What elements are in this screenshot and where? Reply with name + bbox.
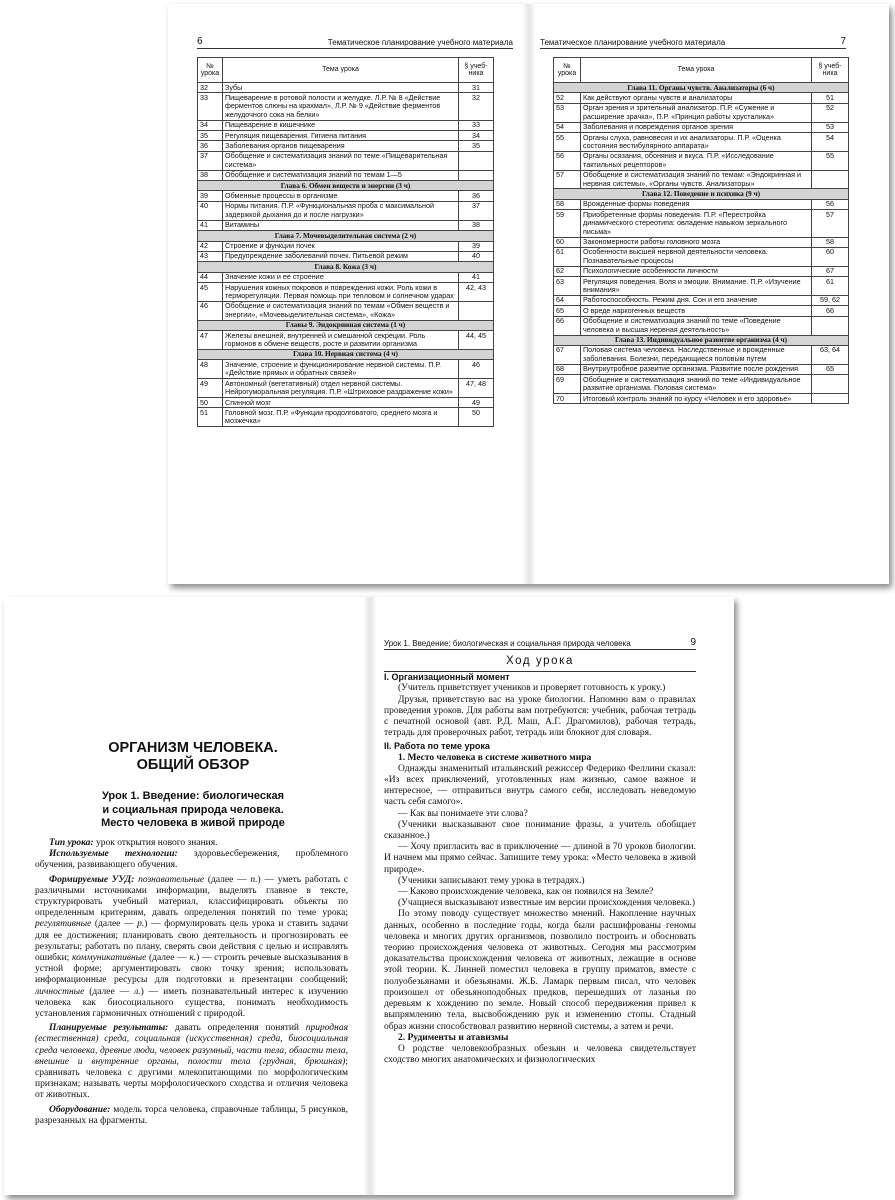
table-row xyxy=(554,266,849,276)
chapter-row xyxy=(554,335,849,345)
paragraph-cell: 33 xyxy=(459,120,494,130)
lesson-number-cell: 63 xyxy=(554,277,581,296)
paragraph-cell: 32 xyxy=(459,93,494,120)
lesson-number-cell: 46 xyxy=(198,301,223,320)
paragraph-cell: 35 xyxy=(459,141,494,151)
lesson-number-cell: 67 xyxy=(554,345,581,364)
lesson-number-cell: 54 xyxy=(554,122,581,132)
paragraph-cell: 53 xyxy=(812,122,849,132)
col-header-topic: Тема урока xyxy=(581,58,812,83)
lesson-number-cell: 32 xyxy=(198,83,223,93)
paragraph-cell: 46 xyxy=(459,360,494,379)
table-row xyxy=(198,83,494,93)
col-header-paragraph: § учеб-ника xyxy=(459,58,494,83)
topic-cell: Строение и функции почек xyxy=(223,241,459,251)
topic-cell: Спинной мозг xyxy=(223,398,459,408)
lesson-number-cell: 44 xyxy=(198,272,223,282)
equipment-paragraph: Оборудование: модель торса человека, справочные таблицы, 5 рисунков, разрезанных на фрагменты. xyxy=(35,1104,348,1126)
lesson-number-cell: 64 xyxy=(554,295,581,305)
topic-cell: Как действуют органы чувств и анализаторы xyxy=(581,93,812,103)
chapter-title: ОРГАНИЗМ ЧЕЛОВЕКА. ОБЩИЙ ОБЗОР xyxy=(108,740,278,773)
topic-cell: Приобретенные формы поведения. П.Р. «Перестройка динамического стереотипа: овладение навыком зеркального письма» xyxy=(581,210,812,237)
paragraph-cell: 34 xyxy=(459,131,494,141)
topic-cell: Психологические особенности личности xyxy=(581,266,812,276)
paragraph-cell: 52 xyxy=(812,103,849,122)
paragraph-cell: 58 xyxy=(812,237,849,247)
col-header-topic: Тема урока xyxy=(223,58,459,83)
table-row xyxy=(554,133,849,152)
paragraph: — Каково происхождение человека, как он появился на Земле? xyxy=(398,887,654,898)
uud-paragraph: Формируемые УУД: познавательные (далее — п.) — уметь работать с различными источниками информации, выделять главное в тексте, структурировать учебный материал, классифицировать объекты по определенным критериям, давать определения понятий по теме урока; регулятивные (далее — р.) — формулировать цель урока и ставить задачи для ее достижения; планировать свою деятельность и прогнозировать ее результаты; работать по плану, сверять свои действия с целью и исправлять ошибки; коммуникативные (далее — к.) — строить речевые высказывания в устной форме; аргументировать свою точку зрения; использовать информационные ресурсы для подготовки и презентации сообщений; личностные (далее — л.) — иметь познавательный интерес к изучению человека как биосоциального существа, понимать необходимость установления гармоничных отношений с природой. xyxy=(35,874,348,1020)
table-row xyxy=(198,398,494,408)
table-row xyxy=(554,394,849,404)
table-row xyxy=(198,141,494,151)
table-row xyxy=(198,151,494,170)
section-heading: I. Организационный момент xyxy=(384,671,696,683)
topic-cell: Зубы xyxy=(223,83,459,93)
table-row xyxy=(554,210,849,237)
topic-cell: Заболевания органов пищеварения xyxy=(223,141,459,151)
topic-cell: Особенности высшей нервной деятельности человека. Познавательные процессы xyxy=(581,247,812,266)
lesson-number-cell: 58 xyxy=(554,199,581,209)
table-row xyxy=(554,345,849,364)
table-row xyxy=(198,131,494,141)
lesson-number-cell: 42 xyxy=(198,241,223,251)
topic-cell: Витамины xyxy=(223,220,459,230)
lesson-number-cell: 65 xyxy=(554,306,581,316)
paragraph-cell: 42, 43 xyxy=(459,283,494,302)
topic-cell: Обменные процессы в организме xyxy=(223,191,459,201)
topic-cell: Значение, строение и функционирование нервной системы. П.Р. «Действие прямых и обратных связей» xyxy=(223,360,459,379)
topic-cell: Регуляция поведения. Воля и эмоции. Внимание. П.Р. «Изучение внимания» xyxy=(581,277,812,296)
table-row xyxy=(198,408,494,427)
lesson-number-cell: 45 xyxy=(198,283,223,302)
paragraph: О родстве человекообразных обезьян и человека свидетельствует сходство многих анатомических и физиологических xyxy=(384,1043,696,1066)
lesson-number-cell: 55 xyxy=(554,133,581,152)
lesson-number-cell: 40 xyxy=(198,201,223,220)
table-row xyxy=(198,170,494,180)
top-book-spread xyxy=(168,4,889,584)
paragraph: (Ученики записывают тему урока в тетрадях.) xyxy=(398,875,585,886)
topic-cell: Нарушения кожных покровов и повреждения кожи. Роль кожи в терморегуляции. Первая помощь при тепловом и солнечном ударах xyxy=(223,283,459,302)
running-header xyxy=(384,637,696,650)
paragraph-cell xyxy=(459,151,494,170)
chapter-row xyxy=(554,83,849,93)
lesson-type-paragraph: Тип урока: урок открытия нового знания. xyxy=(49,838,218,848)
table-row xyxy=(554,277,849,296)
paragraph-cell: 67 xyxy=(812,266,849,276)
lesson-number-cell: 59 xyxy=(554,210,581,237)
lesson-number-cell: 52 xyxy=(554,93,581,103)
chapter-title: Глава 13. Индивидуальное развитие организма (4 ч) xyxy=(554,335,849,345)
topic-cell: Обобщение и систематизация знаний по темам: «Эндокринная и нервная системы», «Органы чувств. Анализаторы» xyxy=(581,170,812,189)
lesson-number-cell: 60 xyxy=(554,237,581,247)
paragraph: — Хочу пригласить вас в приключение — длиной в 70 уроков биологии. И начнем мы прямо сейчас. Запишите тему урока: «Место человека в живой природе». xyxy=(384,842,696,875)
table-header-row xyxy=(554,58,849,83)
chapter-title: Глава 10. Нервная система (4 ч) xyxy=(198,349,494,359)
table-row xyxy=(554,237,849,247)
lesson-number-cell: 34 xyxy=(198,120,223,130)
table-row xyxy=(554,170,849,189)
topic-cell: Железы внешней, внутренней и смешанной секреции. Роль гормонов в обмене веществ, росте и развитии организма xyxy=(223,331,459,350)
topic-cell: Работоспособность. Режим дня. Сон и его значение xyxy=(581,295,812,305)
topic-cell: Обобщение и систематизация знаний по теме «Поведение человека и высшая нервная деятельность» xyxy=(581,316,812,335)
section-heading: II. Работа по теме урока xyxy=(384,741,490,752)
topic-cell: О вреде наркогенных веществ xyxy=(581,306,812,316)
paragraph-cell xyxy=(459,170,494,180)
lesson-number-cell: 35 xyxy=(198,131,223,141)
lesson-number-cell: 43 xyxy=(198,251,223,261)
chapter-row xyxy=(198,262,494,272)
table-row xyxy=(554,364,849,374)
paragraph-cell: 61 xyxy=(812,277,849,296)
topic-cell: Головной мозг. П.Р. «Функции продолговатого, среднего мозга и мозжечка» xyxy=(223,408,459,427)
table-row xyxy=(198,272,494,282)
table-row xyxy=(554,122,849,132)
topic-cell: Закономерности работы головного мозга xyxy=(581,237,812,247)
lesson-number-cell: 33 xyxy=(198,93,223,120)
paragraph-cell: 38 xyxy=(459,220,494,230)
subsection-heading: 1. Место человека в системе животного мира xyxy=(398,752,592,763)
paragraph-cell: 57 xyxy=(812,210,849,237)
paragraph: (Ученики высказывают свое понимание фразы, а учитель обобщает сказанное.) xyxy=(384,819,696,842)
planned-results-paragraph: Планируемые результаты: давать определения понятий природная (естественная) среда, социальная (искусственная) среда, биосоциальная среда человека, древние люди, человек разумный, части тела, области тела, внешние и внутренние органы, полости тела (грудная, брюшная); сравнивать человека с другими млекопитающими по морфологическим признакам; называть черты морфологического сходства и отличия человека от животных. xyxy=(35,1023,348,1101)
paragraph-cell xyxy=(812,375,849,394)
paragraph-cell: 51 xyxy=(812,93,849,103)
chapter-title: Глава 12. Поведение и психика (9 ч) xyxy=(554,189,849,199)
paragraph-cell: 56 xyxy=(812,199,849,209)
topic-cell: Значение кожи и ее строение xyxy=(223,272,459,282)
table-row xyxy=(554,375,849,394)
topic-cell: Органы слуха, равновесия и их анализаторы. П.Р. «Оценка состояния вестибулярного аппарата» xyxy=(581,133,812,152)
paragraph-cell: 49 xyxy=(459,398,494,408)
topic-cell: Внутриутробное развитие организма. Развитие после рождения xyxy=(581,364,812,374)
lesson-plan-table xyxy=(197,57,494,427)
paragraph: (Учитель приветствует учеников и проверяет готовность к уроку.) xyxy=(398,683,666,694)
paragraph-cell: 66 xyxy=(812,306,849,316)
lesson-number-cell: 39 xyxy=(198,191,223,201)
topic-cell: Обобщение и систематизация знаний по теме «Пищеварительная система» xyxy=(223,151,459,170)
spread-fold xyxy=(522,4,536,584)
table-row xyxy=(198,220,494,230)
paragraph-cell: 40 xyxy=(459,251,494,261)
lesson-number-cell: 69 xyxy=(554,375,581,394)
table-row xyxy=(554,316,849,335)
table-row xyxy=(554,247,849,266)
paragraph-cell: 47, 48 xyxy=(459,379,494,398)
chapter-row xyxy=(198,181,494,191)
table-row xyxy=(198,120,494,130)
header-title: Тематическое планирование учебного материала xyxy=(540,38,726,47)
chapter-row xyxy=(198,349,494,359)
chapter-title: Глава 7. Мочевыделительная система (2 ч) xyxy=(198,231,494,241)
lesson-number-cell: 38 xyxy=(198,170,223,180)
topic-cell: Пищеварение в ротовой полости и желудке. Л.Р. № 8 «Действие ферментов слюны на крахмал», Л.Р. № 9 «Действие ферментов желудочного сока на белки» xyxy=(223,93,459,120)
chapter-row xyxy=(198,320,494,330)
table-row xyxy=(198,241,494,251)
paragraph-cell: 65 xyxy=(812,364,849,374)
lesson-number-cell: 50 xyxy=(198,398,223,408)
paragraph-cell: 44, 45 xyxy=(459,331,494,350)
table-row xyxy=(198,93,494,120)
table-row xyxy=(554,103,849,122)
topic-cell: Предупреждение заболеваний почек. Питьевой режим xyxy=(223,251,459,261)
technologies-paragraph: Используемые технологии: здоровьесбережения, проблемного обучения, развивающего обучения. xyxy=(35,849,349,871)
paragraph-cell: 31 xyxy=(459,83,494,93)
table-row xyxy=(198,331,494,350)
lesson-number-cell: 37 xyxy=(198,151,223,170)
paragraph-cell: 37 xyxy=(459,201,494,220)
lesson-number-cell: 61 xyxy=(554,247,581,266)
table-row xyxy=(554,295,849,305)
paragraph: По этому поводу существует множество мнений. Накопление научных данных, особенно в последние годы, когда были расшифрованы геномы человека и многих других организмов, позволило построить и обосновать теорию происхождения человека от животных. Сегодня мы рассмотрим доказательства происхождения человека от животных, лежащие в основе этой теории. К. Линней поместил человека в группу приматов, вместе с полуобезьянами и обезьянами. Ж.Б. Ламарк первым писал, что человек произошел от обезьяноподобных предков, перешедших от лазанья по деревьям к хождению по земле. Новый способ передвижения привел к выпрямлению тела, высвобождению рук и изменению стопы. Стадный образ жизни способствовал развитию нервной системы, а затем и речи. xyxy=(384,909,696,1032)
lesson-number-cell: 68 xyxy=(554,364,581,374)
lesson-number-cell: 41 xyxy=(198,220,223,230)
spread-fold xyxy=(363,597,377,1195)
lesson-title: Урок 1. Введение: биологическая и социальная природа человека. Место человека в живой природе xyxy=(101,790,285,829)
table-header-row xyxy=(198,58,494,83)
lesson-number-cell: 56 xyxy=(554,151,581,170)
subsection-heading: 2. Рудименты и атавизмы xyxy=(398,1032,509,1043)
topic-cell: Половая система человека. Наследственные и врожденные заболевания. Болезни, передающиеся половым путем xyxy=(581,345,812,364)
lesson-number-cell: 48 xyxy=(198,360,223,379)
lesson-progress-heading: Ход урока xyxy=(505,655,575,667)
table-row xyxy=(198,283,494,302)
table-row xyxy=(198,191,494,201)
lesson-number-cell: 57 xyxy=(554,170,581,189)
chapter-row xyxy=(554,189,849,199)
lesson-number-cell: 49 xyxy=(198,379,223,398)
paragraph-cell: 41 xyxy=(459,272,494,282)
paragraph-cell: 39 xyxy=(459,241,494,251)
paragraph: Однажды знаменитый итальянский режиссер Федерико Феллини сказал: «Из всех приключений, уготовленных нам жизнью, самое важное и интересное, — отправиться внутрь самого себя, исследовать неведомую часть себя самого». xyxy=(384,763,696,808)
paragraph-cell: 54 xyxy=(812,133,849,152)
table-row xyxy=(198,301,494,320)
col-header-lesson-number: № урока xyxy=(198,58,223,83)
page-number: 7 xyxy=(840,36,846,47)
topic-cell: Обобщение и систематизация знаний по темам «Обмен веществ и энергии», «Мочевыделительная система», «Кожа» xyxy=(223,301,459,320)
topic-cell: Обобщение и систематизация знаний по темам 1—5 xyxy=(223,170,459,180)
topic-cell: Обобщение и систематизация знаний по теме «Индивидуальное развитие организма. Половая система» xyxy=(581,375,812,394)
paragraph-cell: 36 xyxy=(459,191,494,201)
lesson-number-cell: 62 xyxy=(554,266,581,276)
lesson-intro-text xyxy=(35,838,348,1127)
topic-cell: Орган зрения и зрительный анализатор. П.Р. «Сужение и расширение зрачка», П.Р. «Принцип работы хрусталика» xyxy=(581,103,812,122)
table-row xyxy=(198,251,494,261)
paragraph-cell: 59, 62 xyxy=(812,295,849,305)
table-row xyxy=(554,199,849,209)
lesson-number-cell: 70 xyxy=(554,394,581,404)
paragraph-cell: 55 xyxy=(812,151,849,170)
page-number: 6 xyxy=(197,36,203,47)
table-row xyxy=(554,151,849,170)
chapter-title: Глава 8. Кожа (3 ч) xyxy=(198,262,494,272)
paragraph: (Учащиеся высказывают известные им версии происхождения человека.) xyxy=(398,898,696,909)
table-row xyxy=(198,379,494,398)
table-row xyxy=(198,201,494,220)
bottom-book-spread xyxy=(4,597,734,1195)
paragraph-cell: 60 xyxy=(812,247,849,266)
topic-cell: Итоговый контроль знаний по курсу «Человек и его здоровье» xyxy=(581,394,812,404)
lesson-number-cell: 36 xyxy=(198,141,223,151)
chapter-title: Глава 11. Органы чувств. Анализаторы (6 ч) xyxy=(554,83,849,93)
topic-cell: Нормы питания. П.Р. «Функциональная проба с максимальной задержкой дыхания до и после нагрузки» xyxy=(223,201,459,220)
topic-cell: Регуляция пищеварения. Гигиена питания xyxy=(223,131,459,141)
paragraph-cell: 50 xyxy=(459,408,494,427)
lesson-number-cell: 51 xyxy=(198,408,223,427)
topic-cell: Врожденные формы поведения xyxy=(581,199,812,209)
lesson-number-cell: 47 xyxy=(198,331,223,350)
paragraph: — Как вы понимаете эти слова? xyxy=(398,808,528,819)
chapter-title: Главы 9. Эндокринная система (1 ч) xyxy=(198,320,494,330)
paragraph-cell xyxy=(812,316,849,335)
paragraph-cell xyxy=(812,170,849,189)
col-header-paragraph: § учеб-ника xyxy=(812,58,849,83)
topic-cell: Органы осязания, обоняния и вкуса. П.Р. «Исследование тактильных рецепторов» xyxy=(581,151,812,170)
topic-cell: Заболевания и повреждения органов зрения xyxy=(581,122,812,132)
chapter-title: Глава 6. Обмен веществ и энергии (3 ч) xyxy=(198,181,494,191)
lesson-number-cell: 66 xyxy=(554,316,581,335)
table-row xyxy=(554,306,849,316)
lesson-progress-text xyxy=(384,654,696,1066)
paragraph: Друзья, приветствую вас на уроке биологии. Напомню вам о правилах проведения уроков. Для работы вам потребуются: учебник, рабочая тетрадь с печатной основой (авт. Р.Д. Маш, А.Г. Драгомилов), рабочая тетрадь, тетрадь для проверочных работ, тетрадь или блокнот для словаря. xyxy=(384,694,696,739)
topic-cell: Автономный (вегетативный) отдел нервной системы. Нейрогуморальная регуляция. П.Р. «Штриховое раздражение кожи» xyxy=(223,379,459,398)
paragraph-cell: 63, 64 xyxy=(812,345,849,364)
chapter-row xyxy=(198,231,494,241)
table-row xyxy=(198,360,494,379)
lesson-plan-table xyxy=(553,57,849,404)
col-header-lesson-number: № урока xyxy=(554,58,581,83)
topic-cell: Пищеварение в кишечнике xyxy=(223,120,459,130)
header-title: Урок 1. Введение: биологическая и социальная природа человека xyxy=(384,639,631,648)
running-header xyxy=(197,36,513,49)
paragraph-cell xyxy=(459,301,494,320)
header-title: Тематическое планирование учебного материала xyxy=(327,38,513,47)
table-row xyxy=(554,93,849,103)
running-header xyxy=(540,36,846,49)
page-number: 9 xyxy=(690,637,696,648)
lesson-number-cell: 53 xyxy=(554,103,581,122)
paragraph-cell xyxy=(812,394,849,404)
